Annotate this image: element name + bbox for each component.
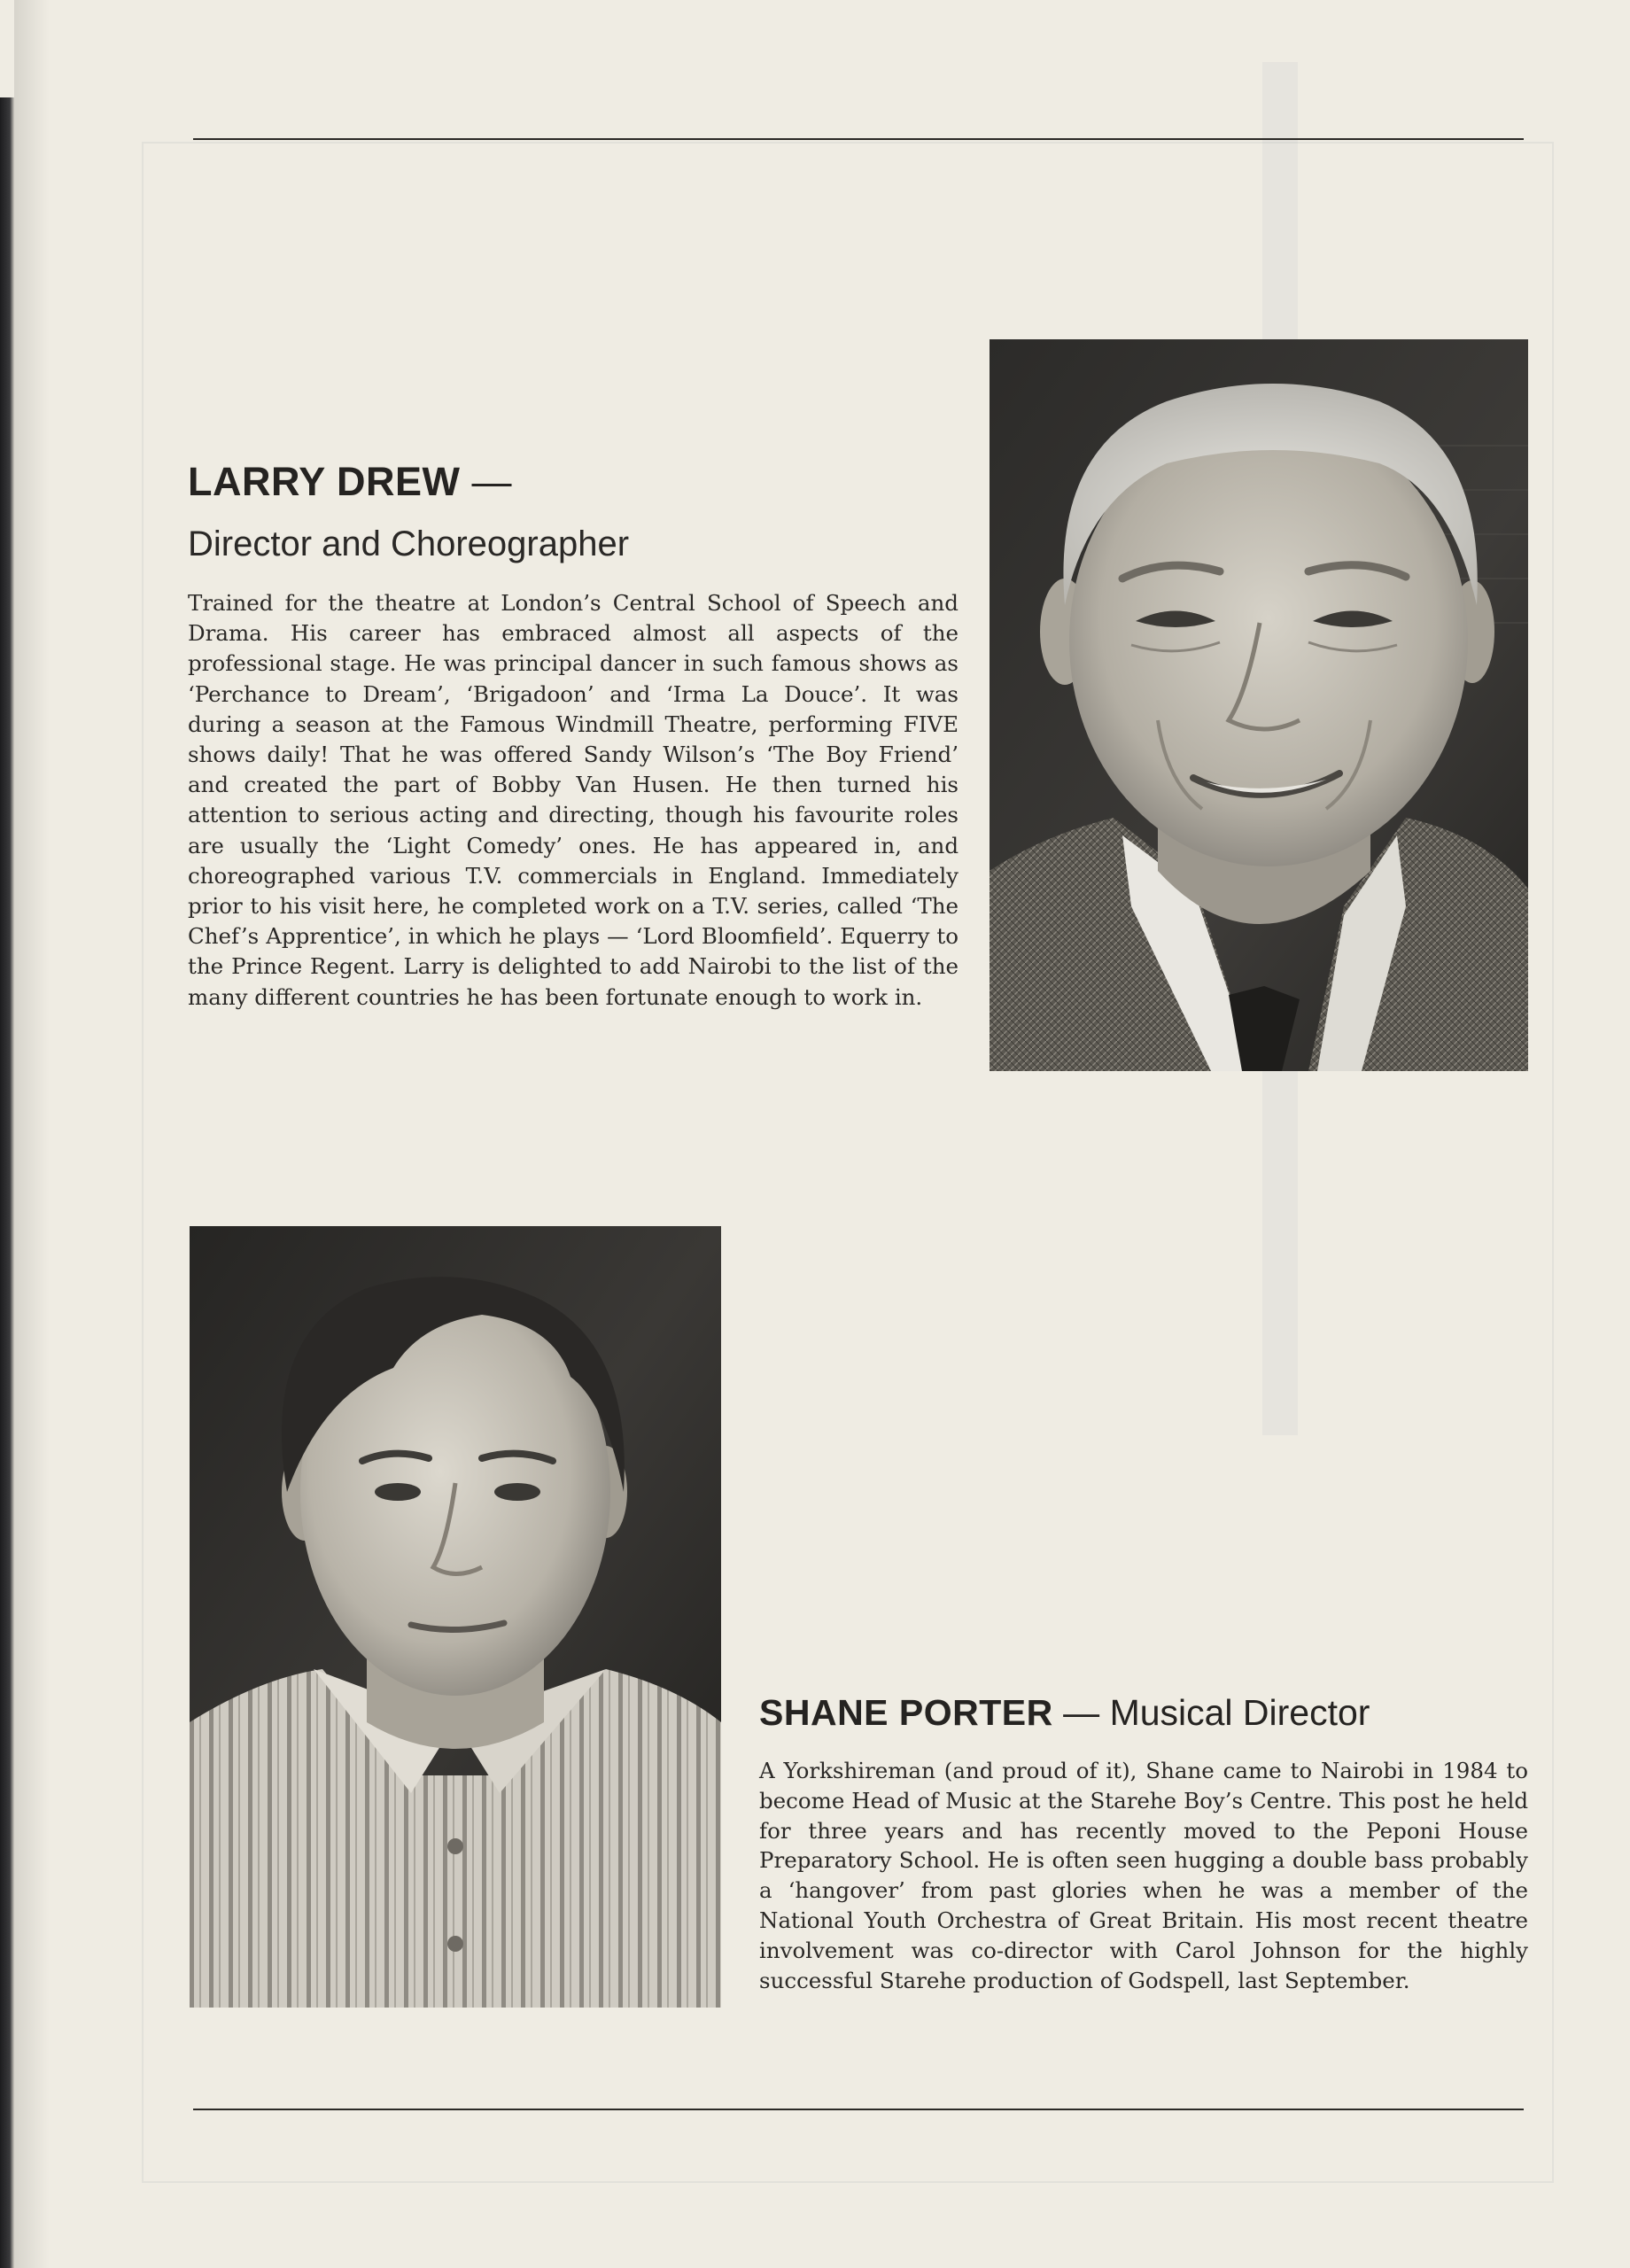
- shane-porter-portrait: [190, 1226, 721, 2008]
- larry-drew-biography: Trained for the theatre at London’s Central School of Speech and Drama. His career has embraced almost all aspects of the professional stage. He was principal dancer in such famous shows as ‘Perchance to Dream’, ‘Brigadoon’ and ‘Irma La Douce’. It was during a season at the Famous Windmill Theatre, performing FIVE shows daily! That he was offered Sandy Wilson’s ‘The Boy Friend’ and created the part of Bobby Van Husen. He then turned his attention to serious acting and directing, though his favourite roles are usually the ‘Light Comedy’ ones. He has appeared in, and choreographed various T.V. commercials in England. Immediately prior to his visit here, he completed work on a T.V. series, called ‘The Chef’s Apprentice’, in which he plays — ‘Lord Bloomfield’. Equerry to the Prince Regent. Larry is delighted to add Nairobi to the list of the many different countries he has been fortunate enough to work in.: [188, 590, 959, 1010]
- larry-drew-portrait-image: [990, 339, 1528, 1071]
- shane-porter-biography: A Yorkshireman (and proud of it), Shane came to Nairobi in 1984 to become Head of Music at the Starehe Boy’s Centre. This post he held for three years and has recently moved to the Peponi House Preparatory School. He is often seen hugging a double bass probably a ‘hangover’ from past glories when he was a member of the National Youth Orchestra of Great Britain. His most recent theatre involvement was co-director with Carol Johnson for the highly successful Starehe production of Godspell, last September.: [759, 1758, 1528, 1993]
- bottom-rule: [193, 2109, 1524, 2110]
- page-shadow: [14, 0, 50, 2268]
- shane-porter-name-heading: [759, 1692, 1539, 1734]
- binding-edge: [0, 97, 14, 2268]
- shane-porter-portrait-image: [190, 1226, 721, 2008]
- larry-drew-dash: —: [471, 459, 513, 504]
- top-rule: [193, 138, 1524, 140]
- shane-porter-role: — Musical Director: [1063, 1692, 1370, 1733]
- larry-drew-name-heading: [188, 459, 967, 505]
- larry-drew-role: Director and Choreographer: [188, 524, 630, 563]
- larry-drew-name: LARRY DREW: [188, 459, 461, 504]
- larry-drew-portrait: [990, 339, 1528, 1071]
- shane-porter-name: SHANE PORTER: [759, 1692, 1053, 1733]
